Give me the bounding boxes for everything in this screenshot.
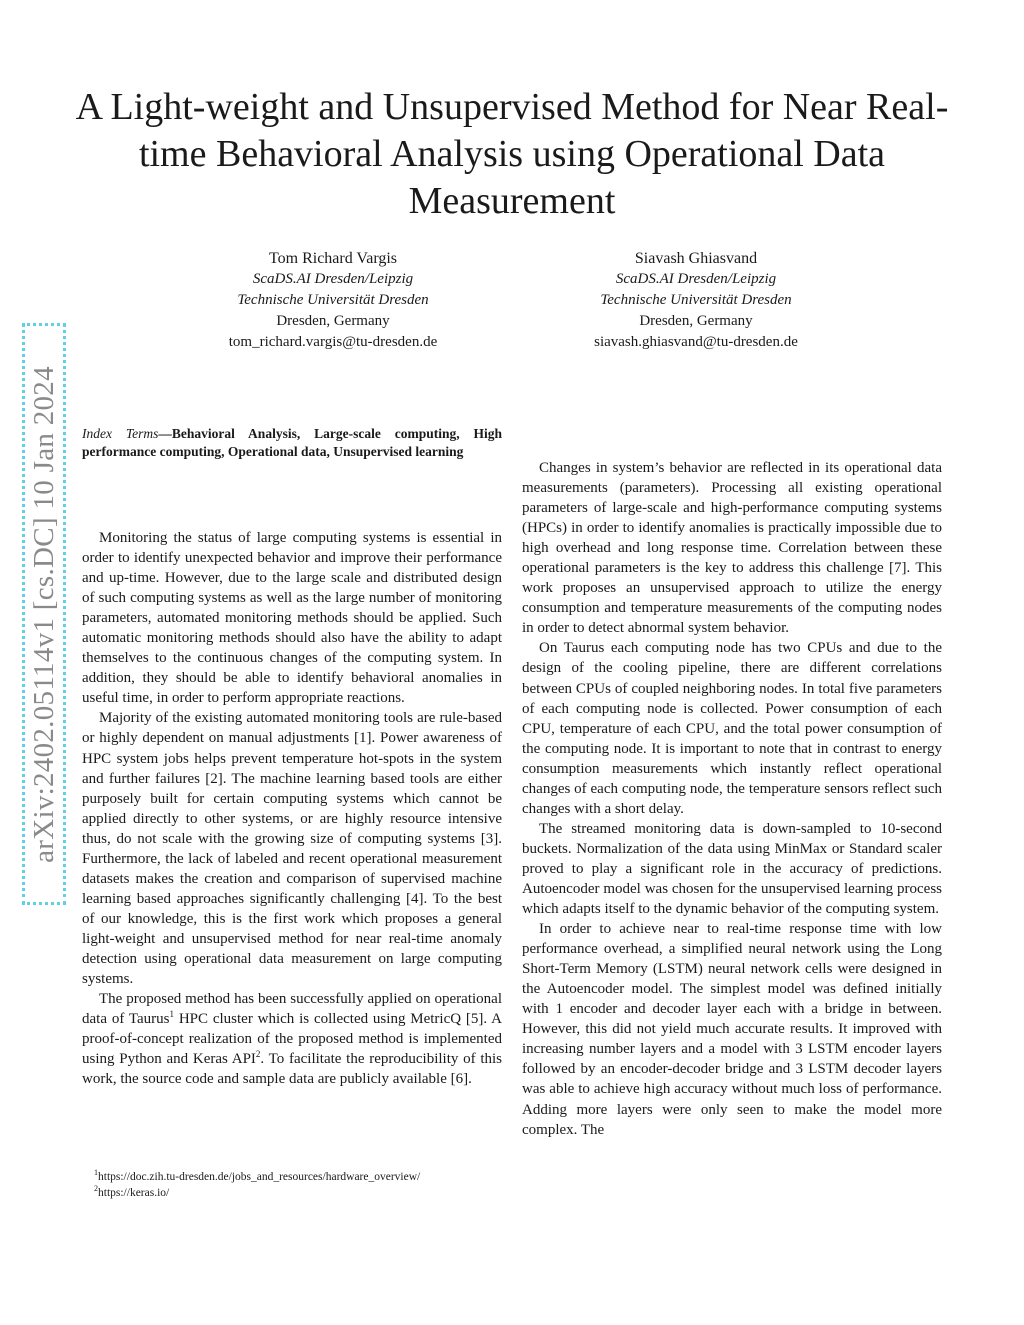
paragraph-text: HPC cluster which is collected using MetricQ [5]. A proof-of-concept realization of the proposed method is implemented using Python and Keras API: [82, 1011, 502, 1068]
author-affiliation: ScaDS.AI Dresden/Leipzig: [252, 271, 414, 287]
footnote-mark: 1: [94, 1168, 98, 1178]
author-name: Tom Richard Vargis: [268, 250, 398, 267]
author-email: tom_richard.vargis@tu-dresden.de: [228, 334, 438, 350]
paragraph: Monitoring the status of large computing systems is essential in order to identify unexpected behavior and improve their performance and up-time. However, due to the large scale and distributed design of such computing systems as well as the large number of monitoring parameters, automated monitoring methods should be applied. Such automatic monitoring methods should also have the ability to adapt themselves to the continuous changes of the computing system. In addition, they should be able to identify behavioral anomalies in useful time, in order to perform appropriate reactions.: [82, 530, 502, 707]
author-institution: Technische Universität Dresden: [600, 292, 792, 308]
author-location: Dresden, Germany: [276, 313, 390, 329]
index-terms-text: —Behavioral Analysis, Large-scale computing, High performance computing, Operational data, Unsupervised learning: [82, 426, 503, 459]
footnote: [94, 1169, 514, 1185]
footnote-mark: 2: [94, 1184, 98, 1194]
paragraph: Changes in system’s behavior are reflected in its operational data measurements (parameters). Processing all existing operational parameters of large-scale and high-performance computing systems (HPCs) in order to identify anomalies is practically impossible due to high overhead and long response time. Correlation between these operational parameters is the key to address this challenge [7]. This work proposes an unsupervised approach to utilize the energy consumption and temperature measurements of the computing nodes in order to detect abnormal system behavior.: [522, 460, 942, 637]
index-terms: [82, 425, 502, 461]
author-affiliation: ScaDS.AI Dresden/Leipzig: [615, 271, 777, 287]
author-name: Siavash Ghiasvand: [634, 250, 758, 267]
arxiv-identifier: arXiv:2402.05114v1 [cs.DC] 10 Jan 2024: [27, 365, 60, 863]
paragraph: In order to achieve near to real-time response time with low performance overhead, a simplified neural network using the Long Short-Term Memory (LSTM) neural network cells were designed in the Autoencoder model. The simplest model was defined initially with 1 encoder and decoder layer each with a bridge in between. However, this did not yield much accurate results. It improved with increasing number layers and a model with 3 LSTM encoder layers followed by an encoder-decoder bridge and 3 LSTM decoder layers was able to achieve high accuracy without much loss of performance. Adding more layers were only seen to make the model more complex. The: [522, 921, 942, 1138]
right-column: [522, 458, 942, 1140]
footnote-mark: 1: [169, 1009, 174, 1020]
paper-title: A Light-weight and Unsupervised Method for Near Real-time Behavioral Analysis using Operational Data Measurement: [75, 86, 949, 222]
paragraph-text: . To facilitate the reproducibility of this work, the source code and sample data are publicly available [6].: [82, 1051, 502, 1088]
index-terms-label: Index Terms: [82, 426, 159, 441]
author-email: siavash.ghiasvand@tu-dresden.de: [594, 334, 798, 350]
footnote-url: https://keras.io/: [98, 1187, 170, 1199]
paragraph: [82, 989, 502, 1089]
footnote: [94, 1185, 514, 1201]
paragraph-text: The proposed method has been successfully applied on operational data of Taurus: [82, 991, 502, 1028]
paragraph: On Taurus each computing node has two CPUs and due to the design of the cooling pipeline, there are different correlations between CPUs of coupled neighboring nodes. In total five parameters of each computing node is collected. Power consumption of each CPU, temperature of each CPU, and the total power consumption of the computing node. It is important to note that in contrast to energy consumption measurements which instantly reflect operational changes of each computing node, the temperature sensors reflect such changes with a short delay.: [522, 640, 942, 817]
arxiv-stamp: [22, 323, 66, 905]
paragraph: Majority of the existing automated monitoring tools are rule-based or highly dependent on manual adjustments [1]. Power awareness of HPC system jobs helps prevent temperature hot-spots in the system and further failures [2]. The machine learning based tools are either purposely built for certain computing systems which cannot be applied directly to other systems, or are highly resource intensive thus, do not scale with the growing size of computing systems [3]. Furthermore, the lack of labeled and recent operational measurement datasets makes the creation and comparison of supervised machine learning based approaches significantly challenging [4]. To the best of our knowledge, this is the first work which proposes a general light-weight and unsupervised method for near real-time anomaly detection using operational data measurement on large computing systems.: [82, 710, 502, 988]
author-location: Dresden, Germany: [639, 313, 753, 329]
author-institution: Technische Universität Dresden: [237, 292, 429, 308]
paragraph: The streamed monitoring data is down-sampled to 10-second buckets. Normalization of the data using MinMax or Standard scaler proved to play a significant role in the accuracy of predictions. Autoencoder model was chosen for the unsupervised learning process which adapts itself to the dynamic behavior of the computing system.: [522, 820, 942, 918]
footnote-url: https://doc.zih.tu-dresden.de/jobs_and_resources/hardware_overview/: [98, 1171, 421, 1183]
author-block-2: [516, 248, 876, 353]
author-block-1: [153, 248, 513, 353]
left-column: [82, 528, 502, 1089]
footnote-mark: 2: [255, 1049, 261, 1060]
